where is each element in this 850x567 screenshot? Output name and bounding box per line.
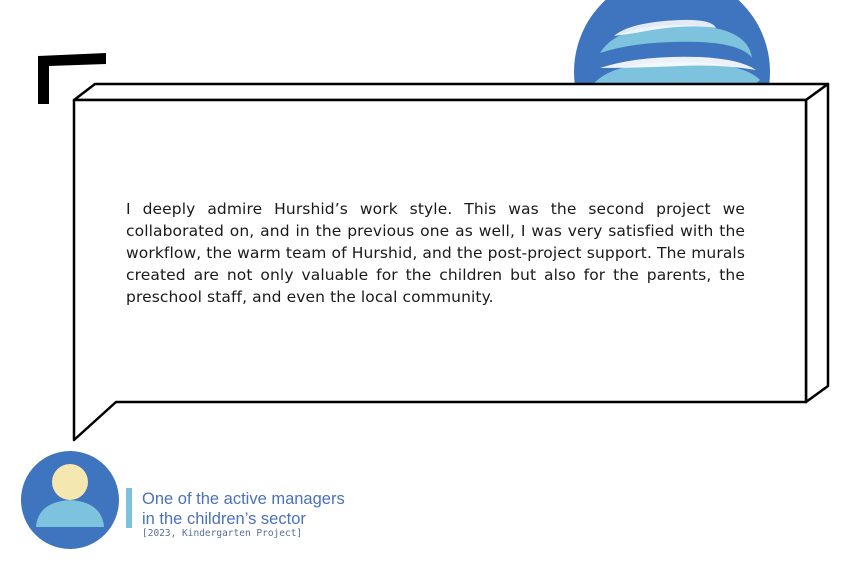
author-role-line-1: One of the active managers — [142, 490, 345, 508]
user-avatar-icon — [21, 451, 119, 549]
author-role — [142, 489, 442, 529]
project-meta: [2023, Kindergarten Project] — [142, 528, 303, 539]
accent-bar — [126, 488, 132, 528]
author-role-line-2: in the children’s sector — [142, 510, 306, 528]
testimonial-quote: I deeply admire Hurshid’s work style. This was the second project we collaborated on, and in the previous one as well, I was very satisfied with the workflow, the warm team of Hurshid, and the post-project support. The murals created are not only valuable for the children but also for the parents, the preschool staff, and even the local community. — [126, 200, 745, 306]
